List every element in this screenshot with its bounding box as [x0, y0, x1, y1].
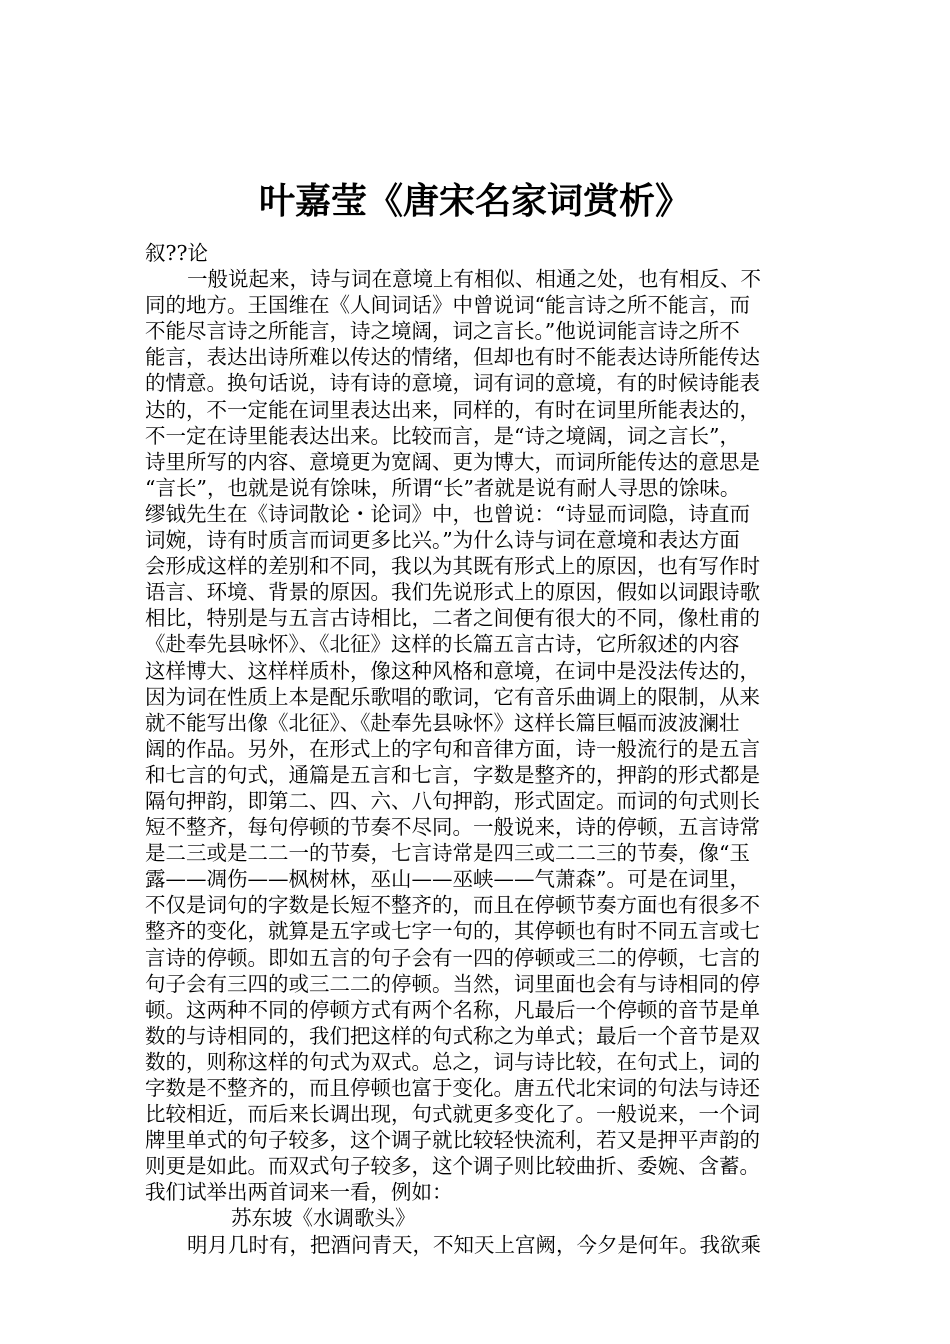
paragraph-line: 短不整齐，每句停顿的节奏不尽同。一般说来，诗的停顿，五言诗常 — [145, 815, 760, 840]
paragraph-line: 诗里所写的内容、意境更为宽阔、更为博大，而词所能传达的意思是 — [145, 449, 760, 474]
paragraph-line: 缪钺先生在《诗词散论・论词》中，也曾说：“诗显而词隐，诗直而 — [145, 501, 750, 526]
paragraph-line: 《赴奉先县咏怀》、《北征》这样的长篇五言古诗，它所叙述的内容 — [145, 632, 740, 657]
paragraph-line: “言长”，也就是说有馀味，所谓“长”者就是说有耐人寻思的馀味。 — [145, 475, 741, 500]
paragraph-line: 句子会有三四的或三二二的停顿。当然，词里面也会有与诗相同的停 — [145, 971, 760, 996]
paragraph-line: 隔句押韵，即第二、四、六、八句押韵，形式固定。而词的句式则长 — [145, 788, 760, 813]
paragraph-line: 牌里单式的句子较多，这个调子就比较轻快流利，若又是押平声韵的 — [145, 1128, 760, 1153]
paragraph-line: 会形成这样的差别和不同，我以为其既有形式上的原因，也有写作时 — [145, 554, 760, 579]
paragraph-line: 能言，表达出诗所难以传达的情绪，但却也有时不能表达诗所能传达 — [145, 345, 760, 370]
paragraph-line: 和七言的句式，通篇是五言和七言，字数是整齐的，押韵的形式都是 — [145, 762, 760, 787]
paragraph-line: 顿。这两种不同的停顿方式有两个名称，凡最后一个停顿的音节是单 — [145, 997, 760, 1022]
paragraph-line: 是二三或是二二一的节奏，七言诗常是四三或二二三的节奏，像“玉 — [145, 841, 750, 866]
paragraph-line: 词婉，诗有时质言而词更多比兴。”为什么诗与词在意境和表达方面 — [145, 528, 740, 553]
paragraph-line: 整齐的变化，就算是五字或七字一句的，其停顿也有时不同五言或七 — [145, 919, 760, 944]
paragraph-line: 数的与诗相同的，我们把这样的句式称之为单式；最后一个音节是双 — [145, 1023, 760, 1048]
paragraph-line: 比较相近，而后来长调出现，句式就更多变化了。一般说来，一个词 — [145, 1102, 760, 1127]
paragraph-line: 言诗的停顿。即如五言的句子会有一四的停顿或三二的停顿，七言的 — [145, 945, 760, 970]
paragraph-line: 同的地方。王国维在《人间词话》中曾说词“能言诗之所不能言，而 — [145, 293, 750, 318]
paragraph-line: 因为词在性质上本是配乐歌唱的歌词，它有音乐曲调上的限制，从来 — [145, 684, 760, 709]
document-title: 叶嘉莹《唐宋名家词赏析》 — [258, 180, 691, 222]
paragraph-line: 阔的作品。另外，在形式上的字句和音律方面，诗一般流行的是五言 — [145, 736, 760, 761]
paragraph-line: 不能尽言诗之所能言，诗之境阔，词之言长。”他说词能言诗之所不 — [145, 319, 740, 344]
poem-first-line: 明月几时有，把酒问青天，不知天上宫阙，今夕是何年。我欲乘 — [187, 1232, 761, 1257]
paragraph-line: 露——凋伤——枫树林，巫山——巫峡——气萧森”。可是在词里， — [145, 867, 750, 892]
paragraph-line: 一般说起来，诗与词在意境上有相似、相通之处，也有相反、不 — [187, 267, 761, 292]
document-body — [145, 240, 805, 1258]
paragraph-line: 数的，则称这样的句式为双式。总之，词与诗比较，在句式上，词的 — [145, 1049, 760, 1074]
paragraph-line: 我们试举出两首词来一看，例如： — [145, 1180, 453, 1205]
paragraph-line: 就不能写出像《北征》、《赴奉先县咏怀》这样长篇巨幅而波波澜壮 — [145, 710, 740, 735]
paragraph-line: 不一定在诗里能表达出来。比较而言，是“诗之境阔，词之言长”， — [145, 423, 740, 448]
paragraph-line: 则更是如此。而双式句子较多，这个调子则比较曲折、委婉、含蓄。 — [145, 1154, 760, 1179]
paragraph-line: 达的，不一定能在词里表达出来，同样的，有时在词里所能表达的， — [145, 397, 760, 422]
paragraph-line: 这样博大、这样样质朴，像这种风格和意境，在词中是没法传达的， — [145, 658, 760, 683]
paragraph-line: 字数是不整齐的，而且停顿也富于变化。唐五代北宋词的句法与诗还 — [145, 1076, 760, 1100]
poem-title: 苏东坡《水调歌头》 — [231, 1206, 416, 1231]
paragraph-line: 相比，特别是与五言古诗相比，二者之间便有很大的不同，像杜甫的 — [145, 606, 760, 631]
section-heading: 叙??论 — [145, 241, 208, 265]
paragraph-line: 语言、环境、背景的原因。我们先说形式上的原因，假如以词跟诗歌 — [145, 580, 760, 605]
paragraph-line: 的情意。换句话说，诗有诗的意境，词有词的意境，有的时候诗能表 — [145, 371, 760, 396]
paragraph-line: 不仅是词句的字数是长短不整齐的，而且在停顿节奏方面也有很多不 — [145, 893, 760, 918]
